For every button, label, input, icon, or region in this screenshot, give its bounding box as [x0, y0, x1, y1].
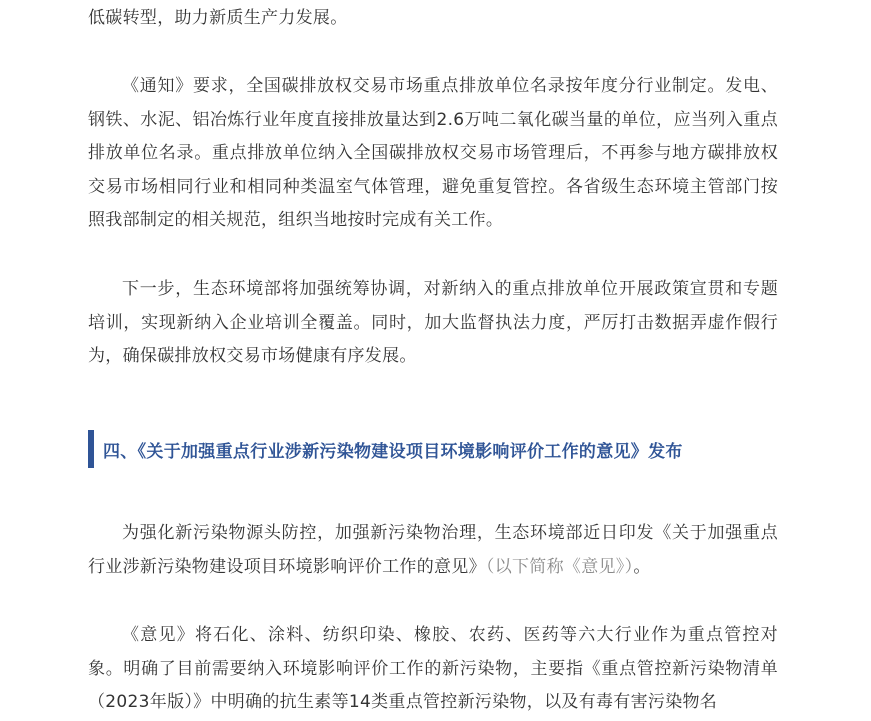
- article-paragraph: 《意见》将石化、涂料、纺织印染、橡胶、农药、医药等六大行业作为重点管控对象。明确了目前需要纳入环境影响评价工作的新污染物，主要指《重点管控新污染物清单（2023年版）》中明确的抗生素等14类重点管控新污染物，以及有毒有害污染物名: [88, 625, 778, 712]
- article-paragraph: [88, 517, 778, 584]
- article-paragraph: 低碳转型，助力新质生产力发展。: [88, 8, 348, 28]
- paragraph-text: 。: [633, 556, 651, 577]
- abbreviation-note: （以下简称《意见》）: [485, 556, 634, 577]
- article-paragraph: 《通知》要求，全国碳排放权交易市场重点排放单位名录按年度分行业制定。发电、钢铁、水泥、铝冶炼行业年度直接排放量达到2.6万吨二氧化碳当量的单位，应当列入重点排放单位名录。重点排放单位纳入全国碳排放权交易市场管理后，不再参与地方碳排放权交易市场相同行业和相同种类温室气体管理，避免重复管控。各省级生态环境主管部门按照我部制定的相关规范，组织当地按时完成有关工作。: [88, 76, 778, 230]
- paragraph-text: 为强化新污染物源头防控，加强新污染物治理，生态环境部近日印发《关于加强重点行业涉新污染物建设项目环境影响评价工作的意见》: [88, 523, 778, 577]
- section-heading-text: 四、《关于加强重点行业涉新污染物建设项目环境影响评价工作的意见》发布: [103, 441, 683, 462]
- section-heading: [88, 430, 768, 468]
- article-paragraph: 下一步，生态环境部将加强统筹协调，对新纳入的重点排放单位开展政策宣贯和专题培训，实现新纳入企业培训全覆盖。同时，加大监督执法力度，严厉打击数据弄虚作假行为，确保碳排放权交易市场健康有序发展。: [88, 279, 778, 366]
